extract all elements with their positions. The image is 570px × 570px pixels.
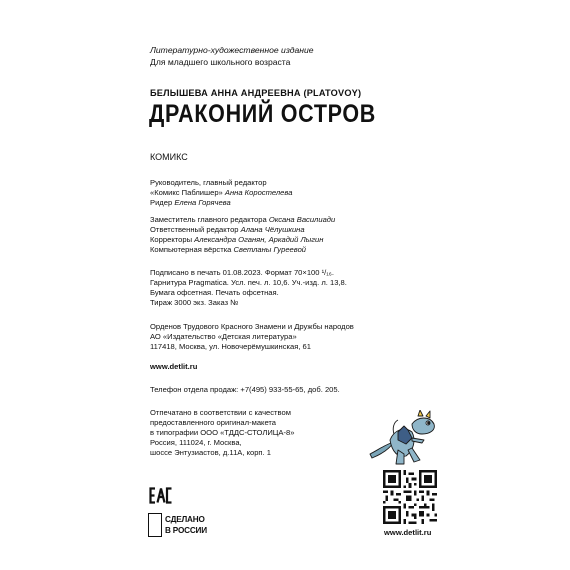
- printer-line: предоставленного оригинал-макета: [150, 418, 277, 427]
- staff-block-1: [150, 178, 292, 208]
- print-line: Тираж 3000 экз. Заказ №: [150, 298, 239, 307]
- reader-line: [150, 198, 292, 208]
- made-line-2: В РОССИИ: [165, 525, 207, 535]
- reader-role: Ридер: [150, 198, 173, 207]
- publisher-line: Орденов Трудового Красного Знамени и Дружбы народов: [150, 322, 354, 331]
- author-name: БЕЛЫШЕВА АННА АНДРЕЕВНА (PLATOVOY): [150, 88, 362, 98]
- correctors-line: [150, 235, 335, 245]
- publisher-line: АО «Издательство «Детская литература»: [150, 332, 297, 341]
- reader-name: Елена Горячева: [174, 198, 231, 207]
- age-group: Для младшего школьного возраста: [150, 57, 291, 67]
- resp-line: [150, 225, 335, 235]
- publisher-line: 117418, Москва, ул. Новочерёмушкинская, 61: [150, 342, 311, 351]
- head-name: Анна Коростелева: [224, 188, 293, 197]
- print-line: Гарнитура Pragmatica. Усл. печ. л. 10,6. Уч.-изд. л. 13,8.: [150, 278, 347, 287]
- correctors-role: Корректоры: [150, 235, 193, 244]
- edition-type: Литературно-художественное издание: [150, 45, 314, 55]
- deputy-name: Оксана Василиади: [268, 215, 336, 224]
- qr-code-icon[interactable]: [383, 470, 437, 524]
- printer-block: [150, 408, 294, 458]
- website-link[interactable]: www.detlit.ru: [150, 362, 198, 371]
- printer-line: Отпечатано в соответствии с качеством: [150, 408, 291, 417]
- staff-block-2: [150, 215, 335, 255]
- printer-line: в типографии ООО «ТДДС-СТОЛИЦА-8»: [150, 428, 295, 437]
- head-line: [150, 188, 292, 198]
- printer-line: Россия, 111024, г. Москва,: [150, 438, 242, 447]
- print-info: [150, 268, 347, 308]
- printer-line: шоссе Энтузиастов, д.11А, корп. 1: [150, 448, 271, 457]
- layout-role: Компьютерная вёрстка: [150, 245, 232, 254]
- print-line: Подписано в печать 01.08.2023. Формат 70×100 ¹/₁₆.: [150, 268, 334, 277]
- resp-role: Ответственный редактор: [150, 225, 239, 234]
- made-line-1: СДЕЛАНО: [165, 515, 205, 524]
- publisher-block: [150, 322, 354, 352]
- qr-caption[interactable]: www.detlit.ru: [384, 528, 432, 537]
- head-role: Руководитель, главный редактор: [150, 178, 267, 187]
- genre: КОМИКС: [150, 152, 188, 162]
- layout-name: Светланы Гуреевой: [233, 245, 307, 254]
- sales-phone: Телефон отдела продаж: +7(495) 933-55-65, доб. 205.: [150, 385, 340, 394]
- print-line: Бумага офсетная. Печать офсетная.: [150, 288, 279, 297]
- layout-line: [150, 245, 335, 255]
- dragon-mascot-icon: [368, 410, 440, 468]
- correctors-names: Александра Оганян, Аркадий Лыгин: [194, 235, 324, 244]
- resp-name: Алана Чёлушкина: [240, 225, 305, 234]
- made-in-russia-mark: [148, 513, 208, 539]
- eac-mark-icon: [149, 487, 173, 504]
- made-in-russia-frame-icon: [148, 513, 162, 537]
- book-title: ДРАКОНИЙ ОСТРОВ: [149, 100, 377, 128]
- head-org: «Комикс Паблишер»: [150, 188, 223, 197]
- deputy-line: [150, 215, 335, 225]
- deputy-role: Заместитель главного редактора: [150, 215, 267, 224]
